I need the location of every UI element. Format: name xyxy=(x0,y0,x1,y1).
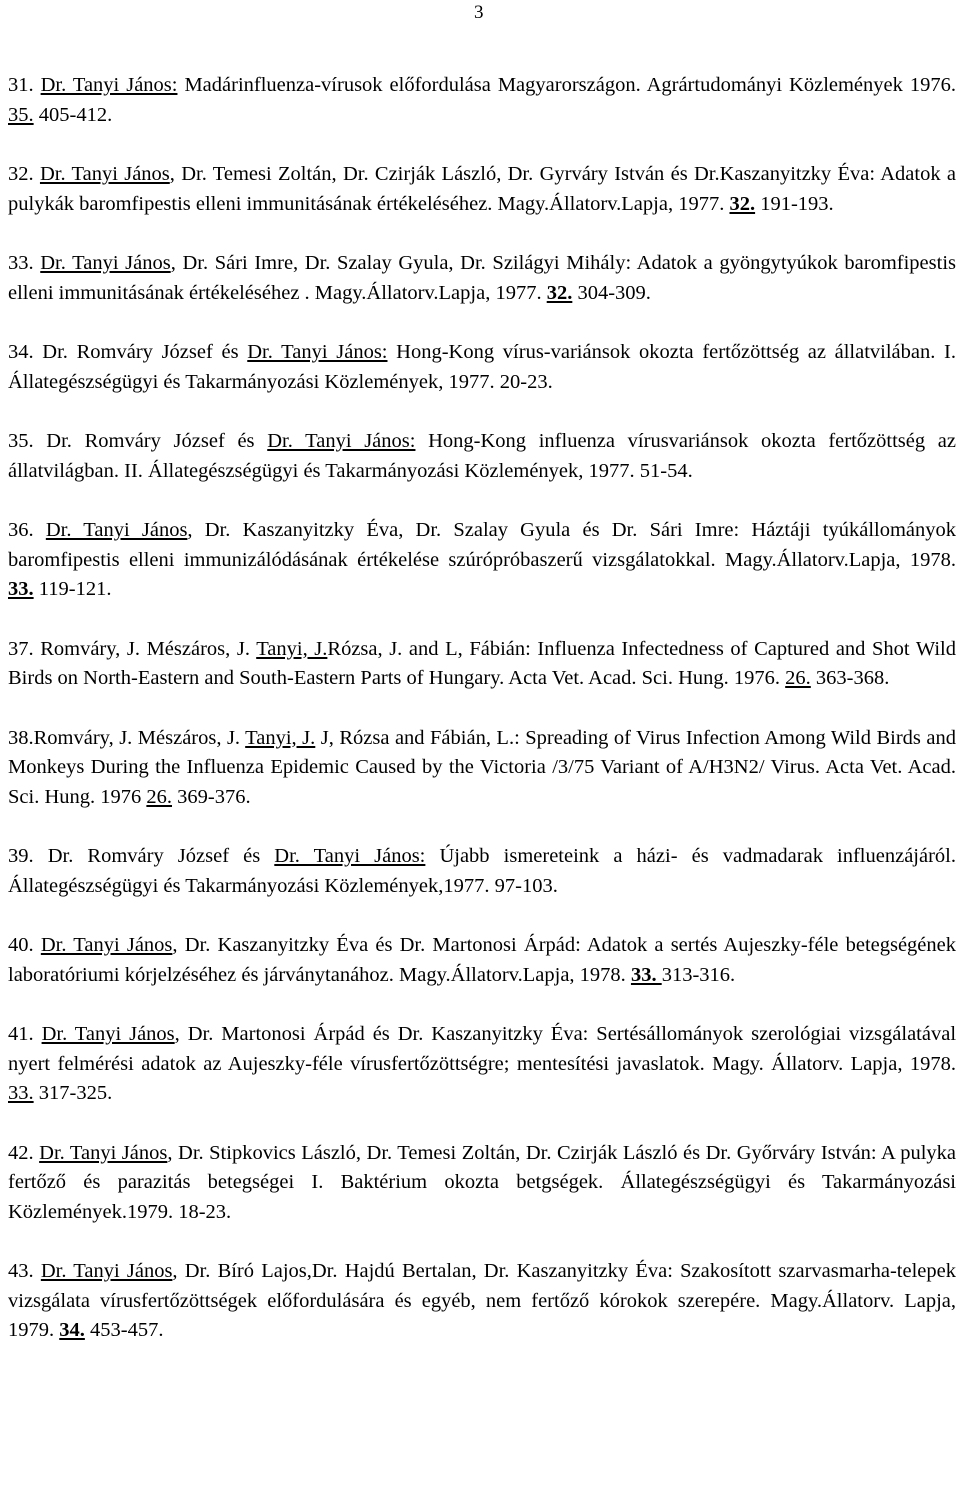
reference-text: 39. Dr. Romváry József és xyxy=(8,845,275,867)
reference-text: 36. xyxy=(8,519,46,541)
underlined-text: Tanyi, J. xyxy=(256,637,328,660)
reference-text: Madárinfluenza-vírusok előfordulása Magyarországon. Agrártudományi Közlemények 1976. xyxy=(177,74,956,96)
reference-text: , Dr. Temesi Zoltán, Dr. Czirják László, Dr. Gyrváry István és Dr.Kaszanyitzky Éva: Adatok a pulykák baromfipestis elleni immunitásának értékeléséhez. Magy.Állatorv.Lapja, 1977. xyxy=(8,163,957,215)
underlined-text: Dr. Tanyi János xyxy=(40,934,173,956)
reference-text: 40. xyxy=(8,934,41,956)
underlined-text: Dr. Tanyi János xyxy=(40,252,171,274)
underlined-text: Dr. Tanyi János: xyxy=(274,845,426,867)
underlined-text: Dr. Tanyi János xyxy=(40,1260,173,1282)
reference-text: 42. xyxy=(8,1141,40,1164)
reference-text: 191-193. xyxy=(755,192,834,215)
reference-text: 369-376. xyxy=(172,785,251,808)
reference-text: 43. xyxy=(8,1260,41,1282)
reference-text: 37. Romváry, J. Mészáros, J. xyxy=(8,637,257,660)
underlined-text: 33. xyxy=(630,963,662,986)
underlined-text: Dr. Tanyi János xyxy=(39,163,170,185)
reference-text: 34. Dr. Romváry József és xyxy=(8,341,248,363)
reference-text: 304-309. xyxy=(572,281,651,304)
underlined-text: Dr. Tanyi János: xyxy=(247,341,388,363)
reference-text: , Dr. Bíró Lajos,Dr. Hajdú Bertalan, Dr. Kaszanyitzky Éva: Szakosított szarvasmarha-telepek vizsgálata vírusfertőzöttségek előfordulására és egyéb, nem fertőző kórokok szerepére. Magy.Állatorv. Lapja, 1979. xyxy=(8,1260,956,1341)
reference-entry xyxy=(8,842,956,901)
reference-text: 453-457. xyxy=(84,1319,164,1341)
underlined-text: 35. xyxy=(8,103,34,126)
reference-text: 33. xyxy=(8,252,41,274)
underlined-text: 32. xyxy=(546,281,573,304)
page-number: 3 xyxy=(474,2,484,23)
reference-text: , Dr. Martonosi Árpád és Dr. Kaszanyitzky Éva: Sertésállományok szerológiai vizsgálatával nyert felmérési adatok az Aujeszky-féle vírusfertőzöttségre; mentesítési javaslatok. Magy. Állatorv. Lapja, 1978. xyxy=(8,1023,957,1075)
reference-text: 119-121. xyxy=(33,578,112,600)
underlined-text: 26. xyxy=(146,785,172,808)
underlined-text: Dr. Tanyi János xyxy=(41,1023,175,1045)
reference-text: 41. xyxy=(8,1023,42,1045)
reference-text: 31. xyxy=(8,74,41,96)
underlined-text: Dr. Tanyi János xyxy=(45,519,188,541)
reference-entry xyxy=(8,249,956,308)
underlined-text: 33. xyxy=(8,578,34,600)
reference-entry xyxy=(8,1020,956,1109)
underlined-text: Dr. Tanyi János: xyxy=(267,430,416,452)
reference-text: 405-412. xyxy=(33,103,113,126)
underlined-text: 32. xyxy=(729,192,756,215)
reference-entry xyxy=(8,724,956,813)
reference-text: Rózsa, J. and L, Fábián: Influenza Infectedness of Captured and Shot Wild Birds on North-Eastern and South-Eastern Parts of Hungary. Acta Vet. Acad. Sci. Hung. 1976. xyxy=(8,637,956,689)
reference-text: , Dr. Stipkovics László, Dr. Temesi Zoltán, Dr. Czirják László és Dr. Győrváry István: A pulyka fertőző és parazitás betegségei I. Baktérium okozta betgségek. Állategészségügyi és Takarmányozási Közlemények.1979. 18-23. xyxy=(8,1141,956,1223)
reference-entry xyxy=(8,427,956,486)
reference-entry xyxy=(8,931,956,990)
reference-text: J, Rózsa and Fábián, L.: Spreading of Virus Infection Among Wild Birds and Monkeys During the Influenza Epidemic Caused by the Victoria /3/75 Variant of A/H3N2/ Virus. Acta Vet. Acad. Sci. Hung. 1976 xyxy=(8,726,956,808)
reference-entry xyxy=(8,338,956,397)
reference-text: 35. Dr. Romváry József és xyxy=(8,430,268,452)
reference-entry xyxy=(8,1257,956,1346)
reference-text: , Dr. Kaszanyitzky Éva, Dr. Szalay Gyula és Dr. Sári Imre: Háztáji tyúkállományok baromfipestis elleni immunizálódásának értékelése szúrópróbaszerű vizsgálatokkal. Magy.Állatorv.Lapja, 1978. xyxy=(8,519,957,571)
reference-text: 317-325. xyxy=(33,1082,113,1104)
reference-entry xyxy=(8,635,956,694)
reference-entry xyxy=(8,516,956,605)
reference-text: Hong-Kong influenza vírusvariánsok okozta fertőzöttség az állatvilágban. II. Állategészségügyi és Takarmányozási Közlemények, 1977. 51-54. xyxy=(8,430,956,482)
reference-text: Hong-Kong vírus-variánsok okozta fertőzöttség az állatvilában. I. Állategészségügyi és Takarmányozási Közlemények, 1977. 20-23. xyxy=(8,341,957,393)
reference-list xyxy=(8,71,956,1376)
reference-text: 363-368. xyxy=(810,667,890,689)
reference-text: , Dr. Kaszanyitzky Éva és Dr. Martonosi Árpád: Adatok a sertés Aujeszky-féle betegségének laboratóriumi kórjelzéséhez és járványtanához. Magy.Állatorv.Lapja, 1978. xyxy=(8,934,957,986)
reference-entry xyxy=(8,160,956,219)
underlined-text: Dr. Tanyi János: xyxy=(40,74,178,96)
reference-text: 38.Romváry, J. Mészáros, J. xyxy=(8,726,246,749)
reference-text: 313-316. xyxy=(661,963,736,986)
underlined-text: 34. xyxy=(59,1319,85,1341)
underlined-text: Tanyi, J. xyxy=(245,726,316,749)
underlined-text: 33. xyxy=(8,1082,34,1104)
reference-text: Újabb ismereteink a házi- és vadmadarak influenzájáról. Állategészségügyi és Takarmányozási Közlemények,1977. 97-103. xyxy=(8,845,956,897)
underlined-text: Dr. Tanyi János xyxy=(39,1141,168,1164)
reference-entry xyxy=(8,1139,956,1228)
reference-text: , Dr. Sári Imre, Dr. Szalay Gyula, Dr. Szilágyi Mihály: Adatok a gyöngytyúkok baromfipestis elleni immunitásának értékeléséhez . Magy.Állatorv.Lapja, 1977. xyxy=(8,252,956,304)
reference-text: 32. xyxy=(8,163,40,185)
reference-entry xyxy=(8,71,956,130)
underlined-text: 26. xyxy=(785,667,811,689)
